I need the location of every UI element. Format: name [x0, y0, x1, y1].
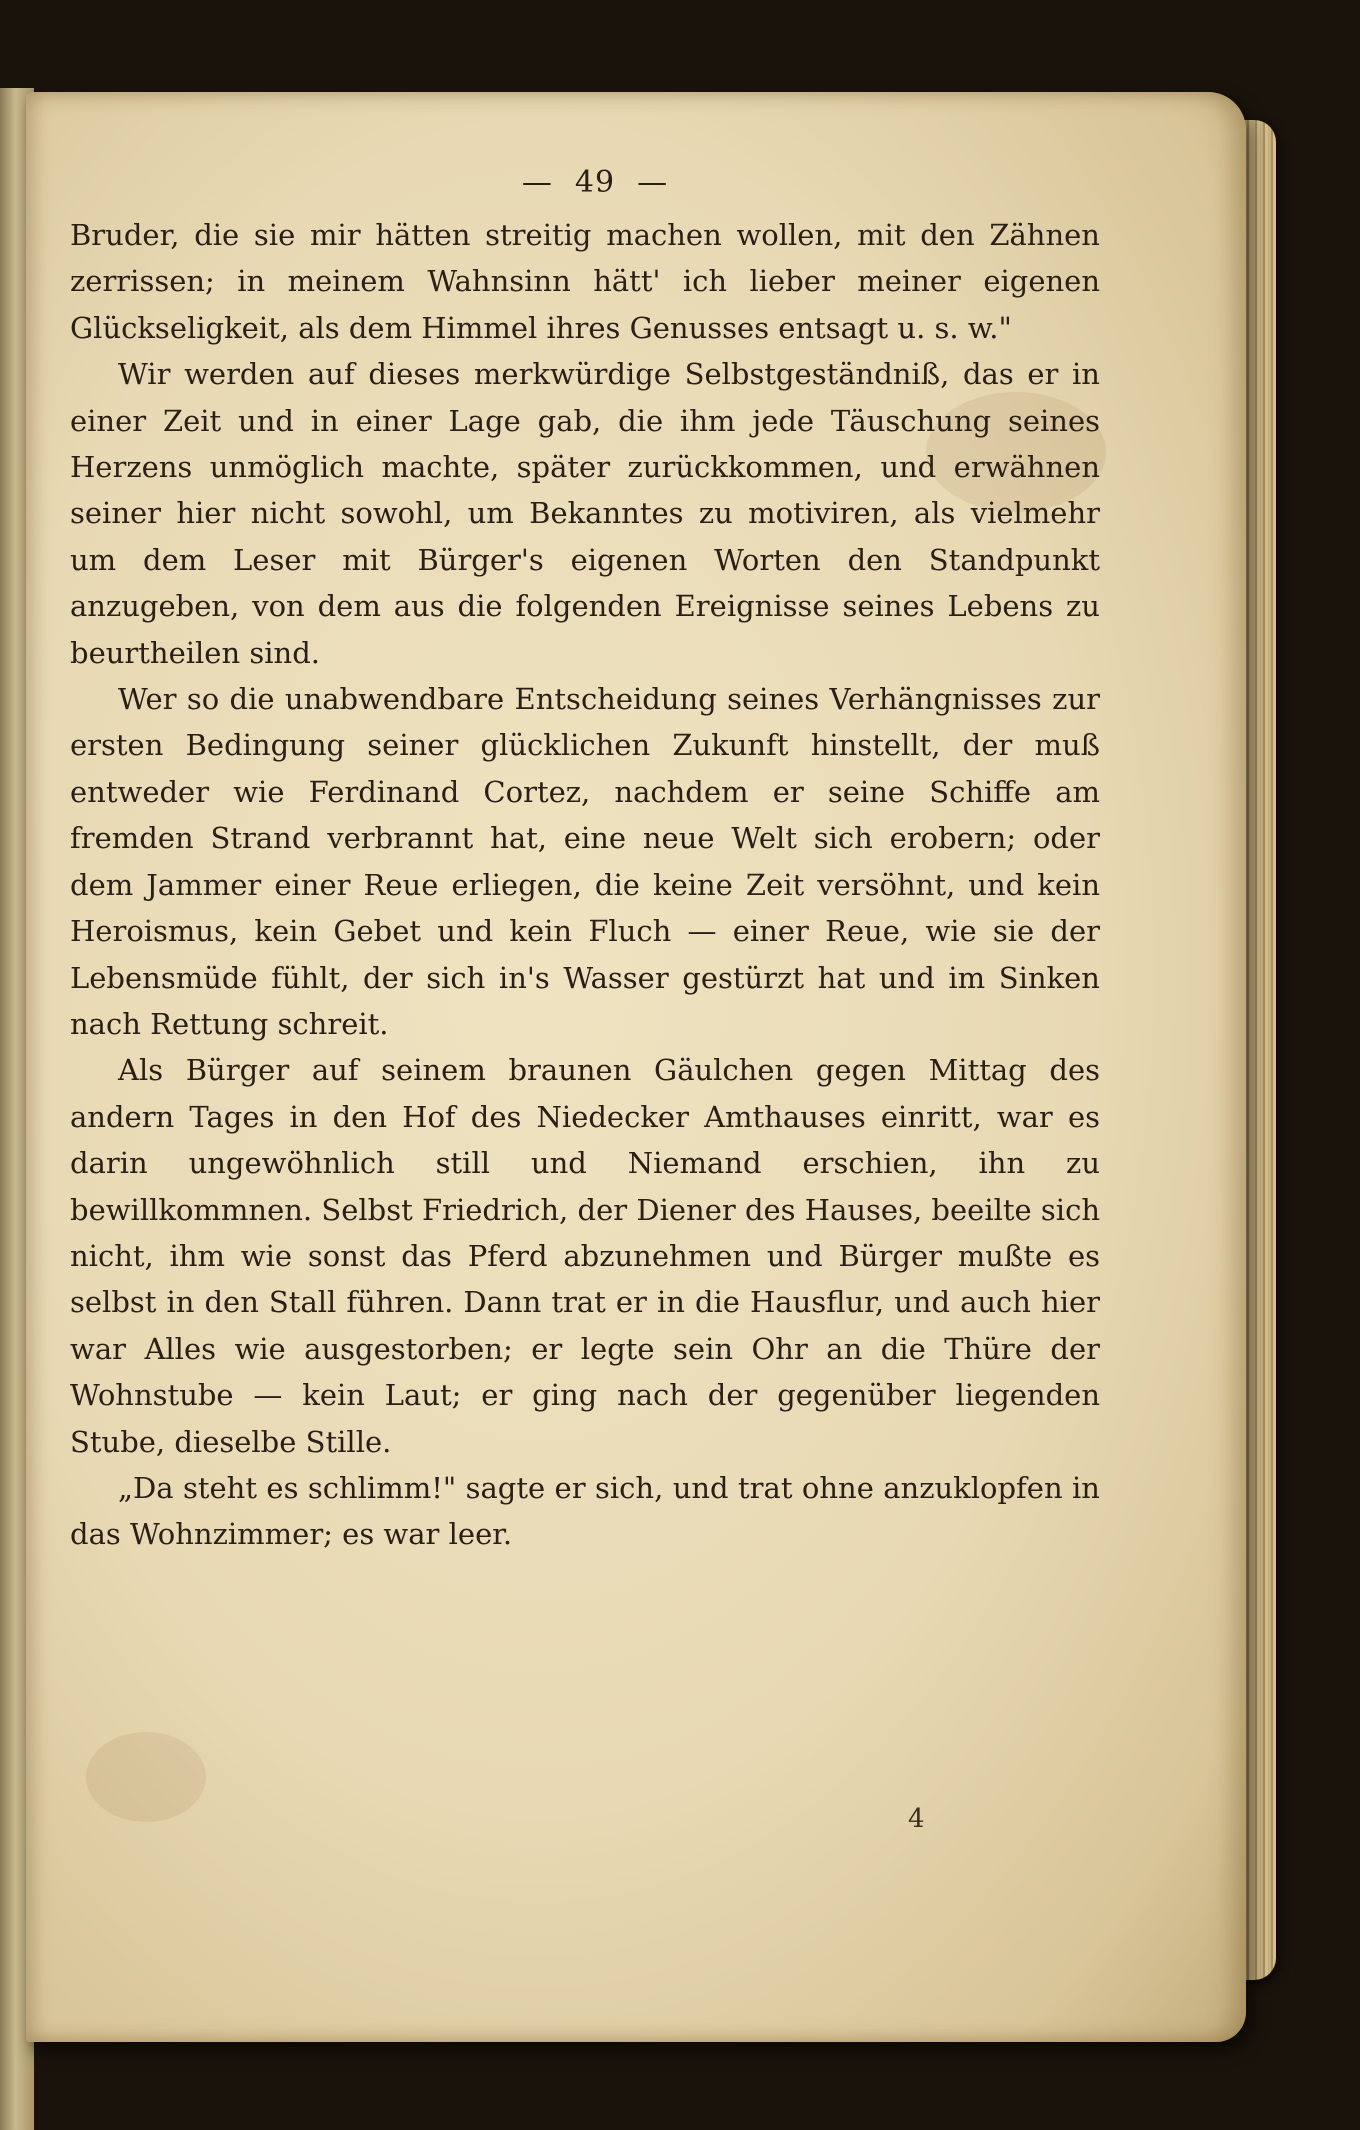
paragraph: Als Bürger auf seinem braunen Gäulchen gegen Mittag des andern Tages in den Hof des Niedecker Amthauses einritt, war es darin ungewöhnlich still und Niemand erschien, ihn zu bewillkommnen. Selbst Friedrich, der Diener des Hauses, beeilte sich nicht, ihm wie sonst das Pferd abzunehmen und Bürger mußte es selbst in den Stall führen. Dann trat er in die Hausflur, und auch hier war Alles wie ausgestorben; er legte sein Ohr an die Thüre der Wohnstube — kein Laut; er ging nach der gegenüber liegenden Stube, dieselbe Stille. — [70, 1053, 1100, 1459]
paper-stain — [86, 1732, 206, 1822]
paragraph: Wir werden auf dieses merkwürdige Selbstgeständniß, das er in einer Zeit und in einer Lage gab, die ihm jede Täuschung seines Herzens unmöglich machte, später zurückkommen, und erwähnen seiner hier nicht sowohl, um Bekanntes zu motiviren, als vielmehr um dem Leser mit Bürger's eigenen Worten den Standpunkt anzugeben, von dem aus die folgenden Ereignisse seines Lebens zu beurtheilen sind. — [70, 357, 1100, 670]
header-dash: — — [521, 165, 553, 200]
paragraph: Bruder, die sie mir hätten streitig machen wollen, mit den Zähnen zerrissen; in meinem Wahnsinn hätt' ich lieber meiner eigenen Glückseligkeit, als dem Himmel ihres Genusses entsagt u. s. w." — [70, 218, 1100, 345]
page-header — [90, 154, 1100, 212]
paragraph: „Da steht es schlimm!" sagte er sich, und trat ohne anzuklopfen in das Wohnzimmer; es war leer. — [70, 1470, 1100, 1552]
signature-mark: 4 — [908, 1804, 925, 1834]
paragraph: Wer so die unabwendbare Entscheidung seines Verhängnisses zur ersten Bedingung seiner glücklichen Zukunft hinstellt, der muß entweder wie Ferdinand Cortez, nachdem er seine Schiffe am fremden Strand verbrannt hat, eine neue Welt sich erobern; oder dem Jammer einer Reue erliegen, die keine Zeit versöhnt, und kein Heroismus, kein Gebet und kein Fluch — einer Reue, wie sie der Lebensmüde fühlt, der sich in's Wasser gestürzt hat und im Sinken nach Rettung schreit. — [70, 682, 1100, 1041]
page-text — [70, 160, 1100, 1558]
header-dash: — — [637, 165, 669, 200]
page-number: 49 — [574, 165, 616, 200]
